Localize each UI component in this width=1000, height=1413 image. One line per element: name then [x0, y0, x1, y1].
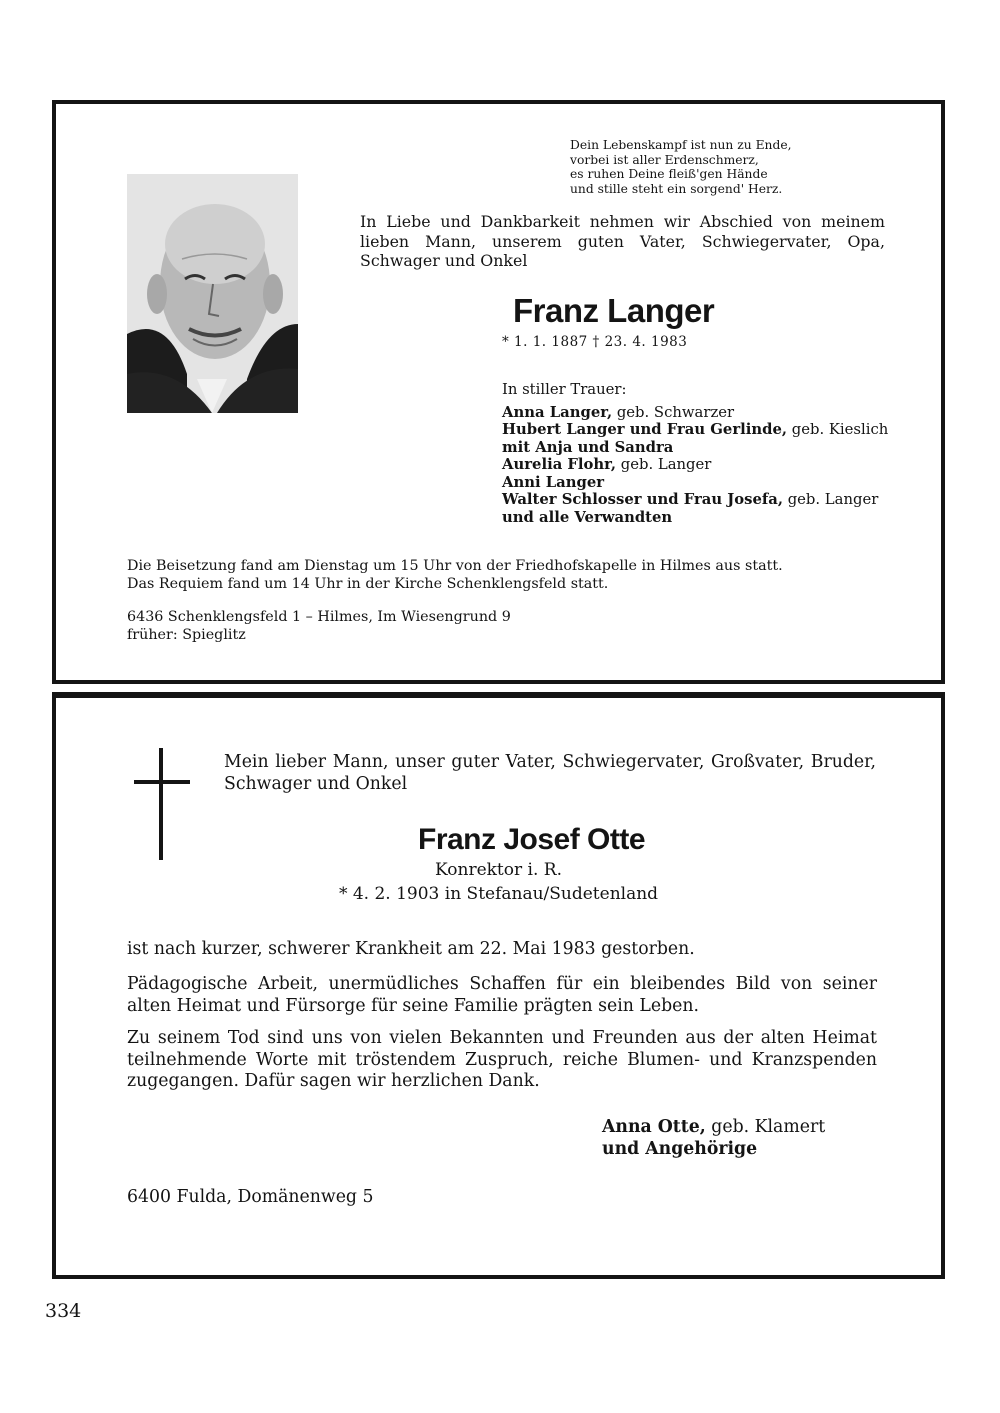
mourner-line: und alle Verwandten	[502, 508, 673, 526]
poem-line: Dein Lebenskampf ist nun zu Ende,	[570, 138, 792, 152]
poem-line: vorbei ist aller Erdenschmerz,	[570, 152, 759, 167]
family-address	[127, 608, 511, 644]
family-address: 6400 Fulda, Domänenweg 5	[127, 1187, 374, 1207]
mourning-label: In stiller Trauer:	[502, 381, 627, 398]
page-number: 334	[45, 1300, 82, 1322]
funeral-line: Das Requiem fand um 14 Uhr in der Kirche Schenklengsfeld statt.	[127, 576, 609, 592]
farewell-intro: In Liebe und Dankbarkeit nehmen wir Abschied von meinem lieben Mann, unserem guten Vater, Schwiegervater, Opa, Schwager und Onkel	[360, 212, 885, 270]
life-work-paragraph: Pädagogische Arbeit, unermüdliches Schaffen für ein bleibendes Bild von seiner alten Heimat und Fürsorge für seine Familie prägten sein Leben.	[127, 974, 877, 1016]
obituary-otte	[52, 692, 945, 1279]
birth-info: * 4. 2. 1903 in Stefanau/Sudetenland	[338, 884, 659, 904]
signoff-line: Anna Otte, geb. Klamert	[602, 1117, 826, 1137]
address-line: 6436 Schenklengsfeld 1 – Hilmes, Im Wiesengrund 9	[127, 609, 511, 625]
farewell-intro: Mein lieber Mann, unser guter Vater, Schwiegervater, Großvater, Bruder, Schwager und Onkel	[224, 752, 876, 794]
deceased-name: Franz Langer	[513, 292, 715, 329]
address-line: früher: Spieglitz	[127, 627, 246, 643]
signoff-line: und Angehörige	[602, 1138, 758, 1159]
funeral-info	[127, 557, 783, 593]
life-dates: * 1. 1. 1887 † 23. 4. 1983	[502, 334, 688, 350]
mourner-line: Hubert Langer und Frau Gerlinde, geb. Kieslich	[502, 421, 889, 438]
mourner-line: Anna Langer, geb. Schwarzer	[502, 403, 735, 421]
mourner-line: Walter Schlosser und Frau Josefa, geb. Langer	[502, 491, 879, 508]
funeral-line: Die Beisetzung fand am Dienstag um 15 Uhr von der Friedhofskapelle in Hilmes aus statt.	[127, 558, 783, 574]
signoff	[602, 1117, 825, 1160]
mourners-list	[502, 381, 922, 526]
deceased-title: Konrektor i. R.	[435, 860, 562, 880]
mourner-line: mit Anja und Sandra	[502, 438, 674, 456]
cross-icon	[134, 748, 190, 860]
poem-line: und stille steht ein sorgend' Herz.	[570, 181, 783, 196]
thanks-paragraph: Zu seinem Tod sind uns von vielen Bekannten und Freunden aus der alten Heimat teilnehmende Worte mit tröstendem Zuspruch, reiche Blumen- und Kranzspenden zugegangen. Dafür sagen wir herzlichen Dank.	[127, 1028, 877, 1091]
portrait-illustration	[127, 174, 298, 413]
mourner-line: Aurelia Flohr, geb. Langer	[502, 456, 712, 473]
mourner-line: Anni Langer	[502, 473, 605, 491]
obituary-langer	[52, 100, 945, 684]
memorial-poem	[570, 138, 870, 196]
portrait-photo	[127, 174, 298, 413]
poem-line: es ruhen Deine fleiß'gen Hände	[570, 167, 768, 181]
death-notice: ist nach kurzer, schwerer Krankheit am 22. Mai 1983 gestorben.	[127, 939, 695, 959]
deceased-name: Franz Josef Otte	[418, 823, 646, 856]
